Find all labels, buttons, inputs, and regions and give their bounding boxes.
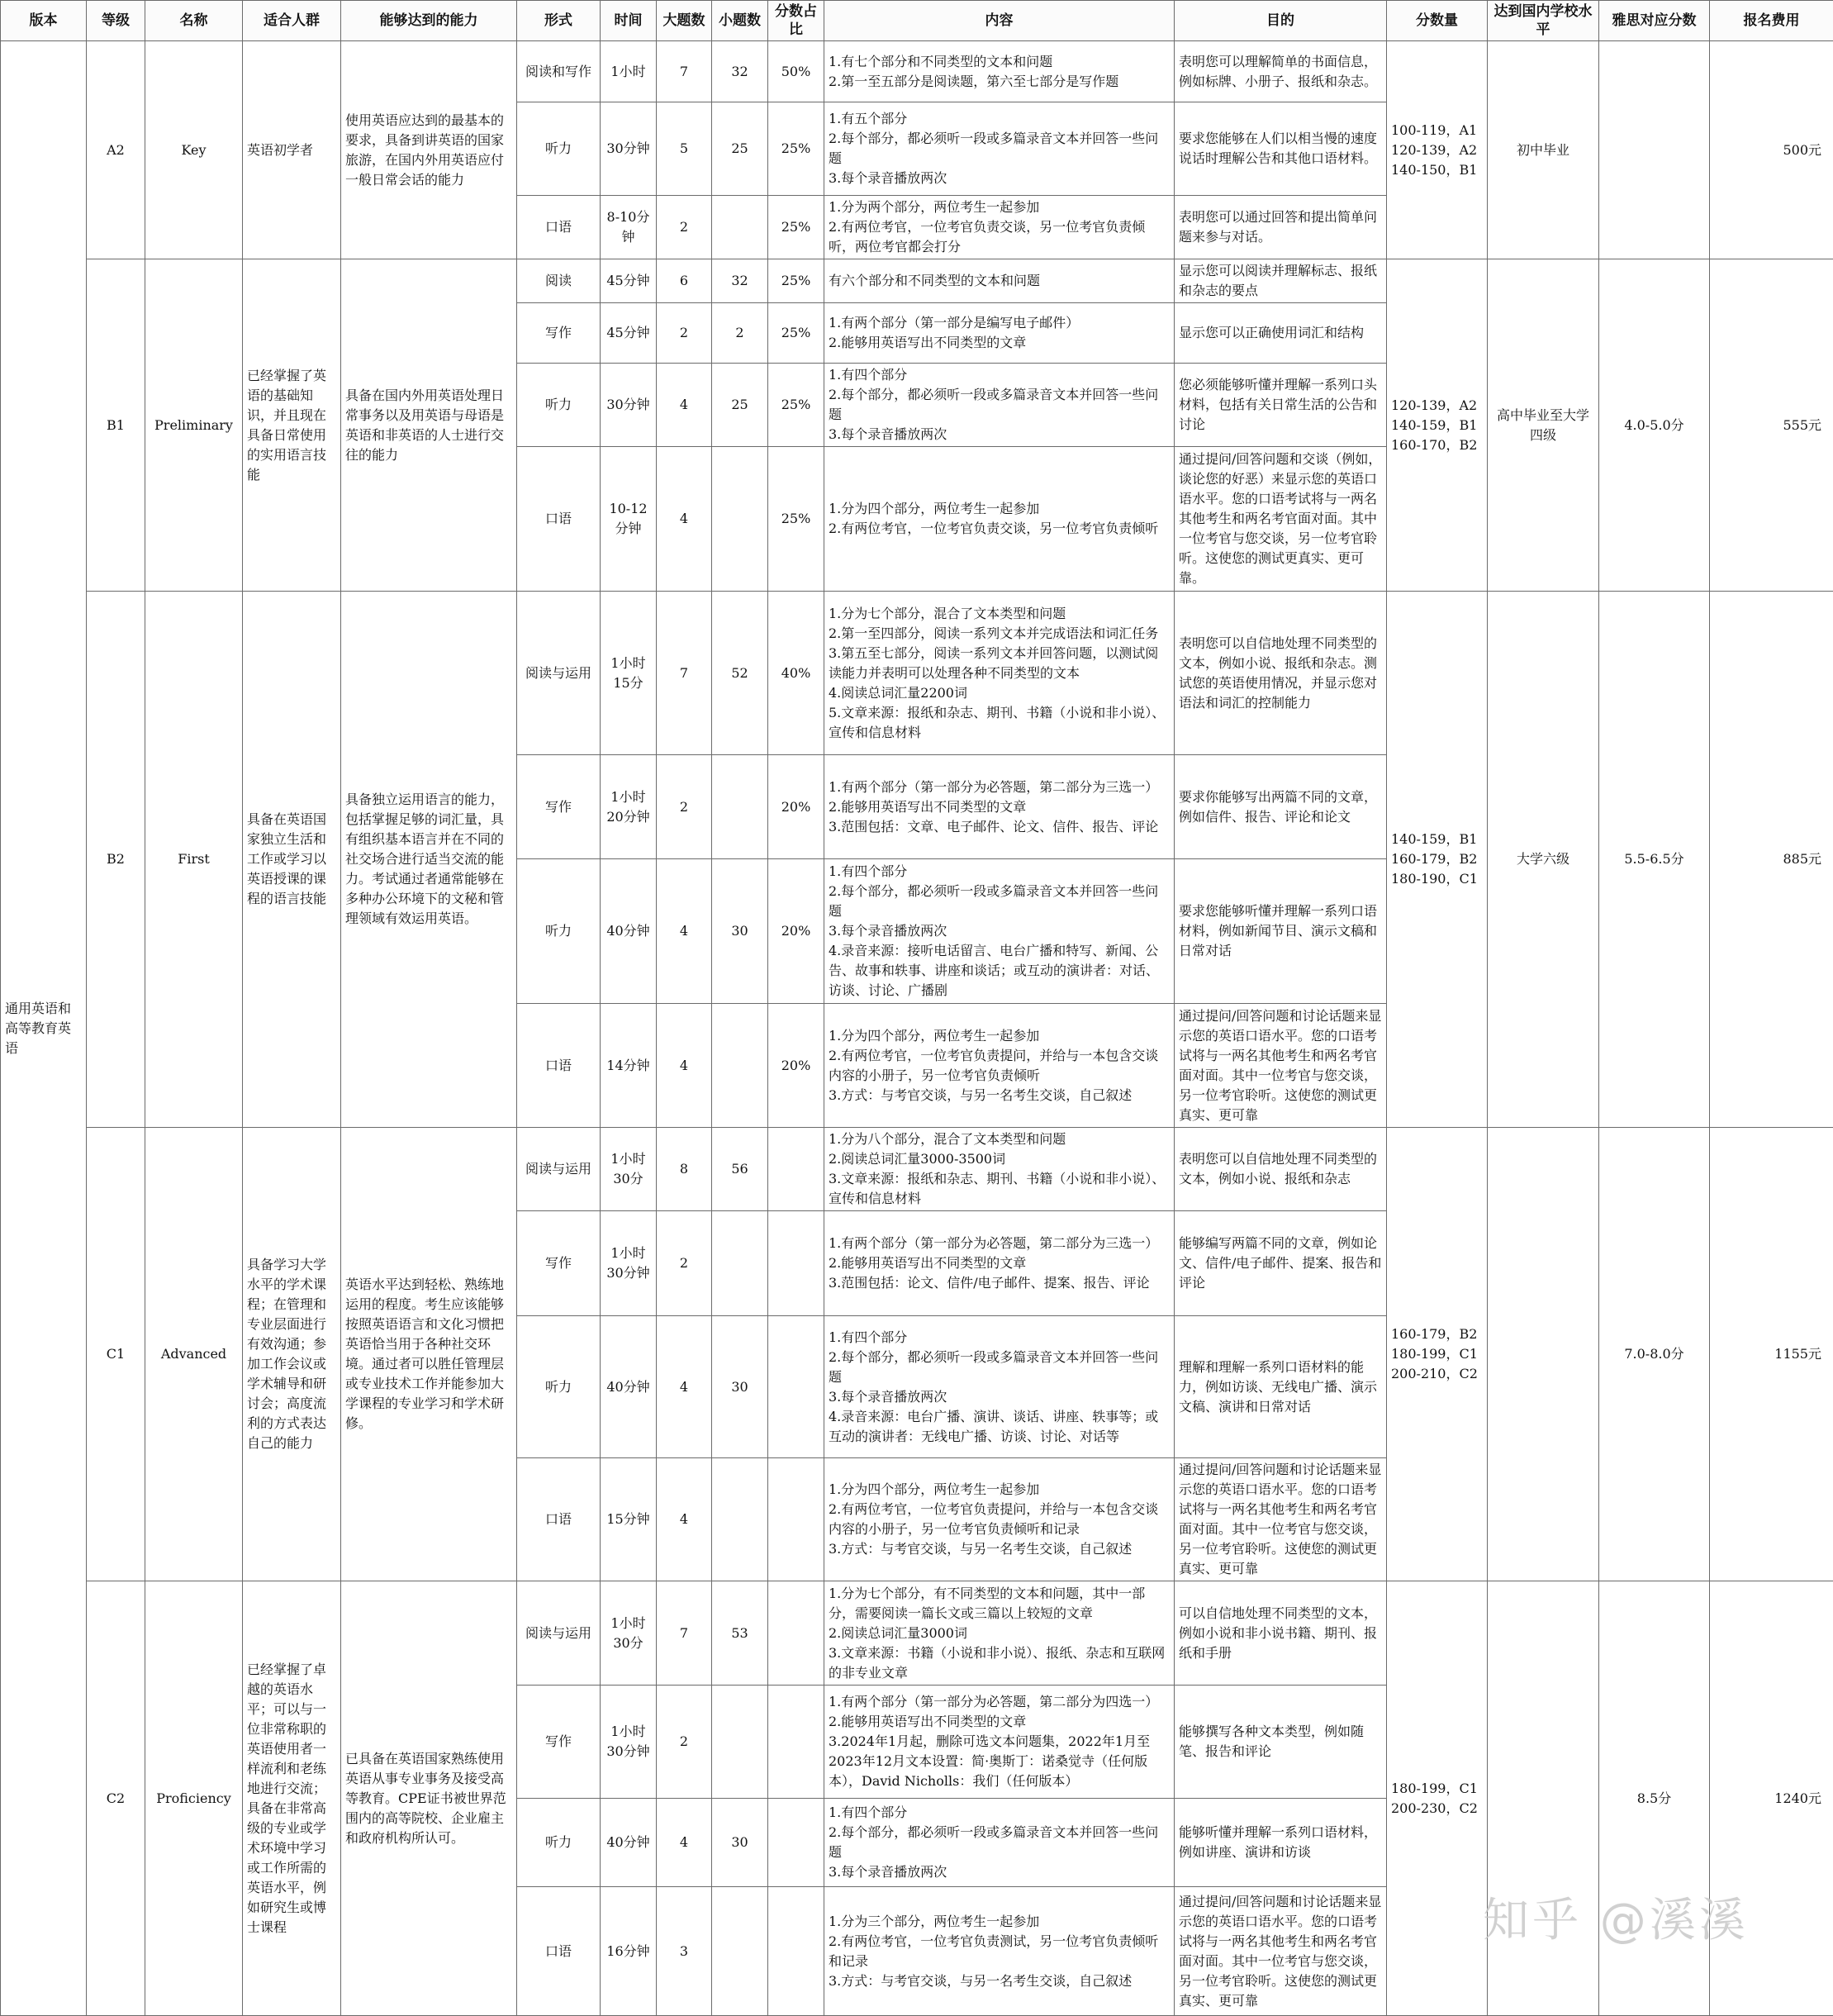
content-cell: 1.有五个部分 2.每个部分，都必须听一段或多篇录音文本并回答一些问题 3.每个录音播放两次 [824,102,1175,196]
audience-cell: 已经掌握了英语的基础知识，并且现在具备日常使用的实用语言技能 [243,259,341,592]
score-share-cell [768,1799,824,1887]
score-range-cell: 120-139，A2 140-159，B1 160-170，B2 [1387,259,1488,592]
purpose-cell: 理解和理解一系列口语材料的能力，例如访谈、无线电广播、演示文稿、演讲和日常对话 [1175,1316,1387,1458]
big-question-count-cell: 2 [657,755,712,859]
content-cell: 1.有四个部分 2.每个部分，都必须听一段或多篇录音文本并回答一些问题 3.每个录音播放两次 [824,1799,1175,1887]
form-cell: 口语 [517,1004,601,1128]
form-cell: 写作 [517,755,601,859]
small-question-count-cell: 2 [712,303,768,364]
score-share-cell [768,1581,824,1686]
small-question-count-cell: 56 [712,1128,768,1211]
level-cell: B2 [87,592,145,1128]
domestic-level-cell [1488,1581,1599,2016]
header-cell: 时间 [601,1,657,41]
ielts-cell: 8.5分 [1599,1581,1710,2016]
content-cell: 1.有四个部分 2.每个部分，都必须听一段或多篇录音文本并回答一些问题 3.每个录音播放两次 [824,364,1175,447]
big-question-count-cell: 2 [657,303,712,364]
time-cell: 40分钟 [601,1316,657,1458]
header-cell: 名称 [145,1,243,41]
purpose-cell: 您必须能够听懂并理解一系列口头材料，包括有关日常生活的公告和讨论 [1175,364,1387,447]
content-cell: 有六个部分和不同类型的文本和问题 [824,259,1175,303]
form-cell: 写作 [517,1686,601,1799]
content-cell: 1.有四个部分 2.每个部分，都必须听一段或多篇录音文本并回答一些问题 3.每个录音播放两次 4.录音来源：电台广播、演讲、谈话、讲座、轶事等；或互动的演讲者：无线电广播、访谈、讨论、对话等 [824,1316,1175,1458]
form-cell: 口语 [517,447,601,592]
form-cell: 口语 [517,1887,601,2016]
domestic-level-cell [1488,1128,1599,1581]
purpose-cell: 要求您能够在人们以相当慢的速度说话时理解公告和其他口语材料。 [1175,102,1387,196]
big-question-count-cell: 4 [657,859,712,1004]
time-cell: 1小时30分 [601,1128,657,1211]
form-cell: 听力 [517,1799,601,1887]
small-question-count-cell [712,1458,768,1581]
small-question-count-cell [712,1004,768,1128]
time-cell: 16分钟 [601,1887,657,2016]
header-cell: 形式 [517,1,601,41]
small-question-count-cell [712,755,768,859]
table-row [1,259,1833,303]
small-question-count-cell: 53 [712,1581,768,1686]
score-share-cell [768,1887,824,2016]
purpose-cell: 表明您可以自信地处理不同类型的文本，例如小说、报纸和杂志 [1175,1128,1387,1211]
level-cell: C2 [87,1581,145,2016]
fee-cell: 1155元 [1710,1128,1833,1581]
table-body [1,41,1833,2016]
score-share-cell: 25% [768,102,824,196]
small-question-count-cell: 25 [712,364,768,447]
score-share-cell [768,1458,824,1581]
big-question-count-cell: 4 [657,1316,712,1458]
score-range-cell: 100-119，A1 120-139，A2 140-150，B1 [1387,41,1488,259]
purpose-cell: 能够编写两篇不同的文章，例如论文、信件/电子邮件、提案、报告和评论 [1175,1211,1387,1316]
ability-cell: 使用英语应达到的最基本的要求，具备到讲英语的国家旅游，在国内外用英语应付一般日常会话的能力 [341,41,517,259]
small-question-count-cell: 30 [712,859,768,1004]
purpose-cell: 要求你能够写出两篇不同的文章，例如信件、报告、评论和论文 [1175,755,1387,859]
level-cell: B1 [87,259,145,592]
score-range-cell: 140-159，B1 160-179，B2 180-190，C1 [1387,592,1488,1128]
time-cell: 40分钟 [601,1799,657,1887]
small-question-count-cell: 30 [712,1316,768,1458]
small-question-count-cell [712,196,768,259]
form-cell: 阅读和写作 [517,41,601,102]
header-cell: 目的 [1175,1,1387,41]
header-cell: 报名费用 [1710,1,1833,41]
content-cell: 1.分为四个部分，两位考生一起参加 2.有两位考官，一位考官负责提问，并给与一本包含交谈内容的小册子，另一位考官负责倾听和记录 3.方式：与考官交谈，与另一名考生交谈，自己叙述 [824,1458,1175,1581]
time-cell: 1小时15分 [601,592,657,755]
big-question-count-cell: 2 [657,1686,712,1799]
content-cell: 1.分为七个部分，有不同类型的文本和问题，其中一部分，需要阅读一篇长文或三篇以上较短的文章 2.阅读总词汇量3000词 3.文章来源：书籍（小说和非小说）、报纸、杂志和互联网的非专业文章 [824,1581,1175,1686]
score-share-cell: 25% [768,303,824,364]
form-cell: 听力 [517,102,601,196]
form-cell: 阅读与运用 [517,1581,601,1686]
time-cell: 45分钟 [601,303,657,364]
header-cell: 大题数 [657,1,712,41]
big-question-count-cell: 7 [657,592,712,755]
time-cell: 10-12分钟 [601,447,657,592]
ability-cell: 英语水平达到轻松、熟练地运用的程度。考生应该能够按照英语语言和文化习惯把英语恰当用于各种社交环境。通过者可以胜任管理层或专业技术工作并能参加大学课程的专业学习和学术研修。 [341,1128,517,1581]
big-question-count-cell: 8 [657,1128,712,1211]
time-cell: 1小时 [601,41,657,102]
score-share-cell [768,1128,824,1211]
big-question-count-cell: 7 [657,41,712,102]
header-cell: 版本 [1,1,87,41]
purpose-cell: 通过提问/回答问题和讨论话题来显示您的英语口语水平。您的口语考试将与一两名其他考生和两名考官面对面。其中一位考官与您交谈，另一位考官聆听。这使您的测试更真实、更可靠 [1175,1887,1387,2016]
score-share-cell: 25% [768,364,824,447]
time-cell: 40分钟 [601,859,657,1004]
header-cell: 分数量 [1387,1,1488,41]
purpose-cell: 通过提问/回答问题和交谈（例如，谈论您的好恶）来显示您的英语口语水平。您的口语考试将与一两名其他考生和两名考官面对面。其中一位考官与您交谈，另一位考官聆听。这使您的测试更真实、更可靠。 [1175,447,1387,592]
ielts-cell: 4.0-5.0分 [1599,259,1710,592]
exam-name-cell: Advanced [145,1128,243,1581]
big-question-count-cell: 4 [657,1799,712,1887]
fee-cell: 885元 [1710,592,1833,1128]
content-cell: 1.分为八个部分，混合了文本类型和问题 2.阅读总词汇量3000-3500词 3.文章来源：报纸和杂志、期刊、书籍（小说和非小说）、宣传和信息材料 [824,1128,1175,1211]
domestic-level-cell: 高中毕业至大学四级 [1488,259,1599,592]
purpose-cell: 显示您可以阅读并理解标志、报纸和杂志的要点 [1175,259,1387,303]
table-row [1,41,1833,102]
fee-cell: 1240元 [1710,1581,1833,2016]
fee-cell: 555元 [1710,259,1833,592]
small-question-count-cell [712,447,768,592]
big-question-count-cell: 4 [657,1004,712,1128]
content-cell: 1.有两个部分（第一部分为必答题，第二部分为四选一） 2.能够用英语写出不同类型的文章 3.2024年1月起，删除可选文本问题集，2022年1月至2023年12月文本设置：简·奥斯丁：诺桑觉寺（任何版本），David Nicholls：我们（任何版本） [824,1686,1175,1799]
domestic-level-cell: 大学六级 [1488,592,1599,1128]
purpose-cell: 表明您可以通过回答和提出简单问题来参与对话。 [1175,196,1387,259]
time-cell: 1小时20分钟 [601,755,657,859]
domestic-level-cell: 初中毕业 [1488,41,1599,259]
ielts-cell: 7.0-8.0分 [1599,1128,1710,1581]
content-cell: 1.有七个部分和不同类型的文本和问题 2.第一至五部分是阅读题，第六至七部分是写作题 [824,41,1175,102]
purpose-cell: 通过提问/回答问题和讨论话题来显示您的英语口语水平。您的口语考试将与一两名其他考生和两名考官面对面。其中一位考官与您交谈，另一位考官聆听。这使您的测试更真实、更可靠 [1175,1458,1387,1581]
time-cell: 14分钟 [601,1004,657,1128]
time-cell: 45分钟 [601,259,657,303]
content-cell: 1.有两个部分（第一部分为必答题，第二部分为三选一） 2.能够用英语写出不同类型的文章 3.范围包括：文章、电子邮件、论文、信件、报告、评论 [824,755,1175,859]
version-cell: 通用英语和高等教育英语 [1,41,87,2016]
ability-cell: 具备在国内外用英语处理日常事务以及用英语与母语是英语和非英语的人士进行交往的能力 [341,259,517,592]
purpose-cell: 表明您可以理解简单的书面信息，例如标牌、小册子、报纸和杂志。 [1175,41,1387,102]
big-question-count-cell: 2 [657,196,712,259]
small-question-count-cell: 32 [712,259,768,303]
big-question-count-cell: 7 [657,1581,712,1686]
exam-name-cell: Proficiency [145,1581,243,2016]
audience-cell: 英语初学者 [243,41,341,259]
big-question-count-cell: 4 [657,364,712,447]
level-cell: C1 [87,1128,145,1581]
big-question-count-cell: 5 [657,102,712,196]
exam-name-cell: Key [145,41,243,259]
score-share-cell: 20% [768,1004,824,1128]
big-question-count-cell: 6 [657,259,712,303]
table-row [1,592,1833,755]
score-share-cell [768,1686,824,1799]
form-cell: 口语 [517,196,601,259]
time-cell: 1小时30分钟 [601,1211,657,1316]
table-row [1,1581,1833,1686]
big-question-count-cell: 4 [657,447,712,592]
fee-cell: 500元 [1710,41,1833,259]
score-range-cell: 180-199，C1 200-230，C2 [1387,1581,1488,2016]
header-cell: 等级 [87,1,145,41]
form-cell: 阅读与运用 [517,1128,601,1211]
audience-cell: 已经掌握了卓越的英语水平；可以与一位非常称职的英语使用者一样流利和老练地进行交流；具备在非常高级的专业或学术环境中学习或工作所需的英语水平，例如研究生或博士课程 [243,1581,341,2016]
form-cell: 写作 [517,303,601,364]
small-question-count-cell [712,1211,768,1316]
score-share-cell: 20% [768,859,824,1004]
header-cell: 适合人群 [243,1,341,41]
time-cell: 1小时30分钟 [601,1686,657,1799]
score-share-cell: 25% [768,259,824,303]
form-cell: 听力 [517,859,601,1004]
ability-cell: 具备独立运用语言的能力，包括掌握足够的词汇量，具有组织基本语言并在不同的社交场合进行适当交流的能力。考试通过者通常能够在多种办公环境下的文秘和管理领域有效运用英语。 [341,592,517,1128]
purpose-cell: 显示您可以正确使用词汇和结构 [1175,303,1387,364]
content-cell: 1.分为两个部分，两位考生一起参加 2.有两位考官，一位考官负责交谈，另一位考官负责倾听，两位考官都会打分 [824,196,1175,259]
purpose-cell: 通过提问/回答问题和讨论话题来显示您的英语口语水平。您的口语考试将与一两名其他考生和两名考官面对面。其中一位考官与您交谈，另一位考官聆听。这使您的测试更真实、更可靠 [1175,1004,1387,1128]
content-cell: 1.分为七个部分，混合了文本类型和问题 2.第一至四部分，阅读一系列文本并完成语法和词汇任务 3.第五至七部分，阅读一系列文本并回答问题，以测试阅读能力并表明可以处理各种不同类型的文本 4.阅读总词汇量2200词 5.文章来源：报纸和杂志、期刊、书籍（小说和非小说）、宣传和信息材料 [824,592,1175,755]
small-question-count-cell [712,1686,768,1799]
small-question-count-cell: 32 [712,41,768,102]
score-share-cell: 20% [768,755,824,859]
time-cell: 30分钟 [601,102,657,196]
ability-cell: 已具备在英语国家熟练使用英语从事专业事务及接受高等教育。CPE证书被世界范围内的高等院校、企业雇主和政府机构所认可。 [341,1581,517,2016]
small-question-count-cell [712,1887,768,2016]
table-row [1,1128,1833,1211]
score-share-cell [768,1316,824,1458]
content-cell: 1.分为四个部分，两位考生一起参加 2.有两位考官，一位考官负责提问，并给与一本包含交谈内容的小册子，另一位考官负责倾听 3.方式：与考官交谈，与另一名考生交谈，自己叙述 [824,1004,1175,1128]
purpose-cell: 能够听懂并理解一系列口语材料，例如讲座、演讲和访谈 [1175,1799,1387,1887]
time-cell: 15分钟 [601,1458,657,1581]
small-question-count-cell: 52 [712,592,768,755]
content-cell: 1.分为三个部分，两位考生一起参加 2.有两位考官，一位考官负责测试，另一位考官负责倾听和记录 3.方式：与考官交谈，与另一名考生交谈，自己叙述 [824,1887,1175,2016]
form-cell: 阅读 [517,259,601,303]
content-cell: 1.分为四个部分，两位考生一起参加 2.有两位考官，一位考官负责交谈，另一位考官负责倾听 [824,447,1175,592]
score-share-cell: 40% [768,592,824,755]
exam-name-cell: First [145,592,243,1128]
score-share-cell: 25% [768,447,824,592]
purpose-cell: 表明您可以自信地处理不同类型的文本，例如小说、报纸和杂志。测试您的英语使用情况，并显示您对语法和词汇的控制能力 [1175,592,1387,755]
header-cell: 分数占比 [768,1,824,41]
time-cell: 8-10分钟 [601,196,657,259]
big-question-count-cell: 2 [657,1211,712,1316]
content-cell: 1.有四个部分 2.每个部分，都必须听一段或多篇录音文本并回答一些问题 3.每个录音播放两次 4.录音来源：接听电话留言、电台广播和特写、新闻、公告、故事和轶事、讲座和谈话；或互动的演讲者：对话、访谈、讨论、广播剧 [824,859,1175,1004]
ielts-cell: 5.5-6.5分 [1599,592,1710,1128]
header-cell: 内容 [824,1,1175,41]
form-cell: 口语 [517,1458,601,1581]
header-cell: 小题数 [712,1,768,41]
exam-name-cell: Preliminary [145,259,243,592]
score-range-cell: 160-179，B2 180-199，C1 200-210，C2 [1387,1128,1488,1581]
level-cell: A2 [87,41,145,259]
small-question-count-cell: 25 [712,102,768,196]
content-cell: 1.有两个部分（第一部分是编写电子邮件） 2.能够用英语写出不同类型的文章 [824,303,1175,364]
big-question-count-cell: 4 [657,1458,712,1581]
purpose-cell: 可以自信地处理不同类型的文本，例如小说和非小说书籍、期刊、报纸和手册 [1175,1581,1387,1686]
form-cell: 写作 [517,1211,601,1316]
score-share-cell: 50% [768,41,824,102]
content-cell: 1.有两个部分（第一部分为必答题，第二部分为三选一） 2.能够用英语写出不同类型的文章 3.范围包括：论文、信件/电子邮件、提案、报告、评论 [824,1211,1175,1316]
header-cell: 达到国内学校水平 [1488,1,1599,41]
form-cell: 听力 [517,364,601,447]
header-cell: 雅思对应分数 [1599,1,1710,41]
watermark: 知乎 @溪溪 [1483,1884,1749,1950]
small-question-count-cell: 30 [712,1799,768,1887]
form-cell: 听力 [517,1316,601,1458]
big-question-count-cell: 3 [657,1887,712,2016]
header-row [1,1,1833,41]
purpose-cell: 能够撰写各种文本类型，例如随笔、报告和评论 [1175,1686,1387,1799]
score-share-cell [768,1211,824,1316]
audience-cell: 具备学习大学水平的学术课程；在管理和专业层面进行有效沟通；参加工作会议或学术辅导和研讨会；高度流利的方式表达自己的能力 [243,1128,341,1581]
time-cell: 30分钟 [601,364,657,447]
ielts-cell [1599,41,1710,259]
audience-cell: 具备在英语国家独立生活和工作或学习以英语授课的课程的语言技能 [243,592,341,1128]
purpose-cell: 要求您能够听懂并理解一系列口语材料，例如新闻节目、演示文稿和日常对话 [1175,859,1387,1004]
header-cell: 能够达到的能力 [341,1,517,41]
time-cell: 1小时30分 [601,1581,657,1686]
score-share-cell: 25% [768,196,824,259]
form-cell: 阅读与运用 [517,592,601,755]
